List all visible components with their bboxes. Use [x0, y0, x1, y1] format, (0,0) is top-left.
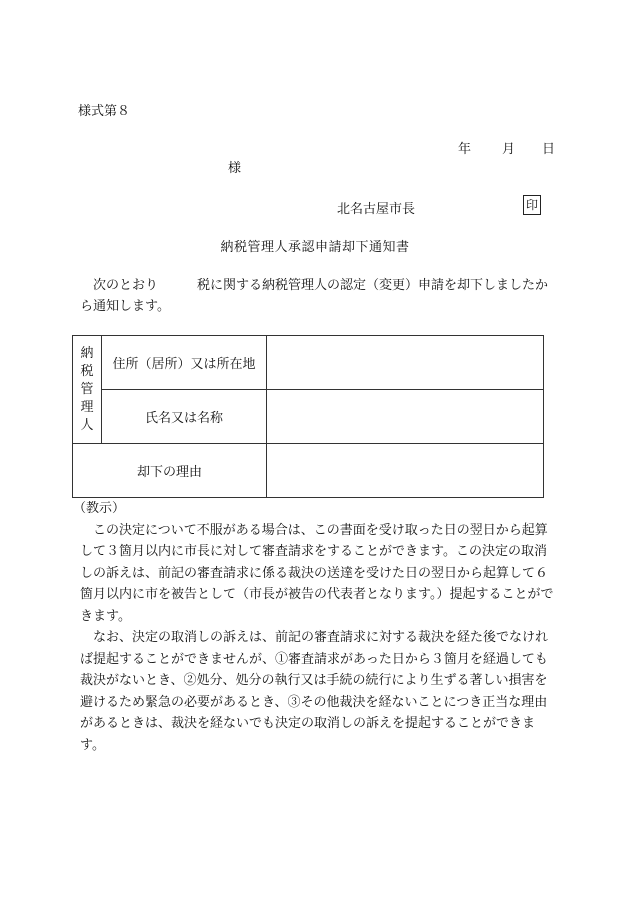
group-label-char: 人	[80, 417, 94, 433]
notice-paragraph-1: この決定について不服がある場合は、この書面を受け取った日の翌日から起算して３箇月以内に市長に対して審査請求をすることができます。この決定の取消しの訴えは、前記の審査請求に係る裁決の送達を受けた日の翌日から起算して６箇月以内に市を被告として（市長が被告の代表者となります。）提起することができます。	[80, 522, 554, 624]
addressee-suffix: 様	[228, 161, 242, 176]
address-label: 住所（居所）又は所在地	[102, 336, 267, 390]
address-value[interactable]	[267, 336, 544, 390]
date-day: 日	[542, 142, 556, 157]
name-value[interactable]	[267, 390, 544, 444]
reason-value[interactable]	[267, 444, 544, 498]
group-label-cell	[73, 336, 102, 444]
date-line	[458, 138, 555, 157]
group-label-char: 理	[80, 399, 94, 415]
date-month: 月	[502, 142, 516, 157]
info-table	[72, 335, 544, 498]
intro-body: 次のとおり 税に関する納税管理人の認定（変更）申請を却下しましたから通知します。	[80, 278, 549, 314]
seal-box: 印	[523, 195, 541, 215]
notice-paragraph-2: なお、決定の取消しの訴えは、前記の審査請求に対する裁決を経た後でなければ提起することができませんが、①審査請求があった日から３箇月を経過しても裁決がないとき、②処分、処分の執行又は手続の続行により生ずる著しい損害を避けるため緊急の必要があるとき、③その他裁決を経ないことにつき正当な理由があるときは、裁決を経ないでも決定の取消しの訴えを提起することができます。	[80, 630, 549, 753]
notice-heading: （教示）	[73, 501, 126, 516]
form-number: 様式第８	[78, 104, 131, 119]
reason-label: 却下の理由	[73, 444, 267, 498]
notice-section	[73, 498, 555, 756]
group-label-char: 管	[80, 381, 94, 397]
document-title: 納税管理人承認申請却下通知書	[220, 240, 410, 255]
intro-text	[80, 275, 555, 317]
name-label: 氏名又は名称	[102, 390, 267, 444]
group-label-char: 税	[80, 363, 94, 379]
issuer-name: 北名古屋市長	[337, 202, 416, 217]
date-year: 年	[458, 142, 472, 157]
group-label-char: 納	[80, 345, 94, 361]
